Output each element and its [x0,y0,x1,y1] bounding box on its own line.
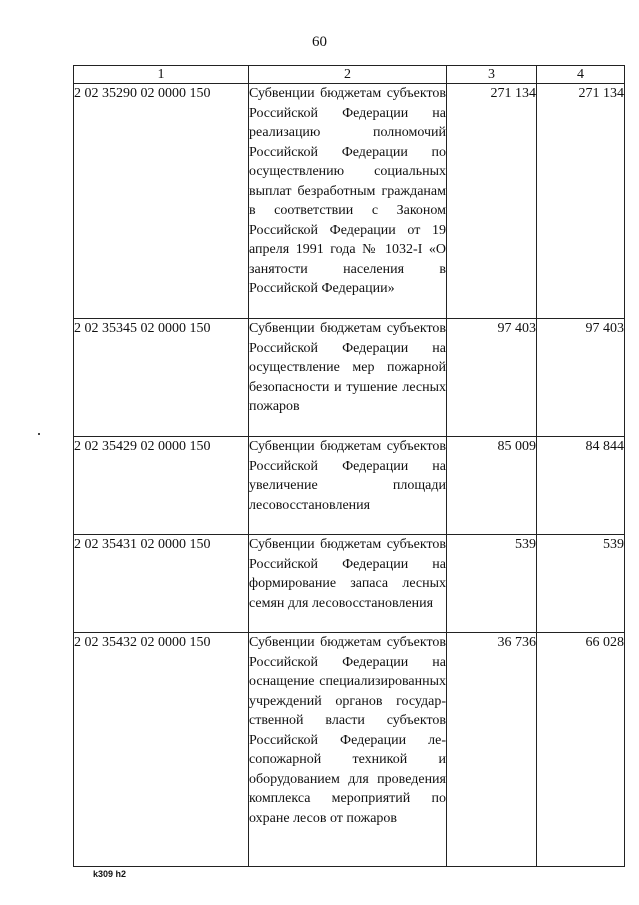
footer-document-code: k309 h2 [93,869,127,879]
budget-code-cell: 2 02 35429 02 0000 150 [74,437,249,535]
amount-col4-cell: 66 028 [537,633,625,867]
amount-col4-cell: 539 [537,535,625,633]
column-header: 2 [249,66,447,84]
page-number: 60 [312,34,327,50]
column-header: 3 [447,66,537,84]
budget-table [73,65,625,867]
amount-col3-cell: 97 403 [447,319,537,437]
budget-code-cell: 2 02 35290 02 0000 150 [74,84,249,319]
description-cell: Субвенции бюджетам субъектов Российской Федерации на оснащение специализированных учреждений органов государственной власти субъектов Российской Федерации лесопожарной техникой и оборудованием для проведения комплекса мероприятий по охране лесов от пожаров [249,633,447,867]
amount-col3-cell: 539 [447,535,537,633]
table-row [74,84,625,319]
table-row [74,319,625,437]
amount-col3-cell: 36 736 [447,633,537,867]
amount-col3-cell: 85 009 [447,437,537,535]
budget-code-cell: 2 02 35432 02 0000 150 [74,633,249,867]
amount-col4-cell: 84 844 [537,437,625,535]
description-cell: Субвенции бюджетам субъектов Российской Федерации на реализацию полномочий Российской Федерации по осуществлению социальных выплат безработным гражданам в соответствии с Законом Российской Федерации от 19 апреля 1991 года № 1032-I «О занятости населения в Российской Федерации» [249,84,447,319]
amount-col4-cell: 97 403 [537,319,625,437]
budget-code-cell: 2 02 35431 02 0000 150 [74,535,249,633]
description-cell: Субвенции бюджетам субъектов Российской Федерации на увеличение площади лесовосстановления [249,437,447,535]
amount-col4-cell: 271 134 [537,84,625,319]
table-header-row [74,66,625,84]
description-cell: Субвенции бюджетам субъектов Российской Федерации на формирование запаса лесных семян для лесовосстановления [249,535,447,633]
description-cell: Субвенции бюджетам субъектов Российской Федерации на осуществление мер пожарной безопасности и тушение лесных пожаров [249,319,447,437]
column-header: 1 [74,66,249,84]
table-row [74,437,625,535]
scan-speck [38,433,40,435]
column-header: 4 [537,66,625,84]
table-row [74,633,625,867]
budget-code-cell: 2 02 35345 02 0000 150 [74,319,249,437]
table-row [74,535,625,633]
amount-col3-cell: 271 134 [447,84,537,319]
